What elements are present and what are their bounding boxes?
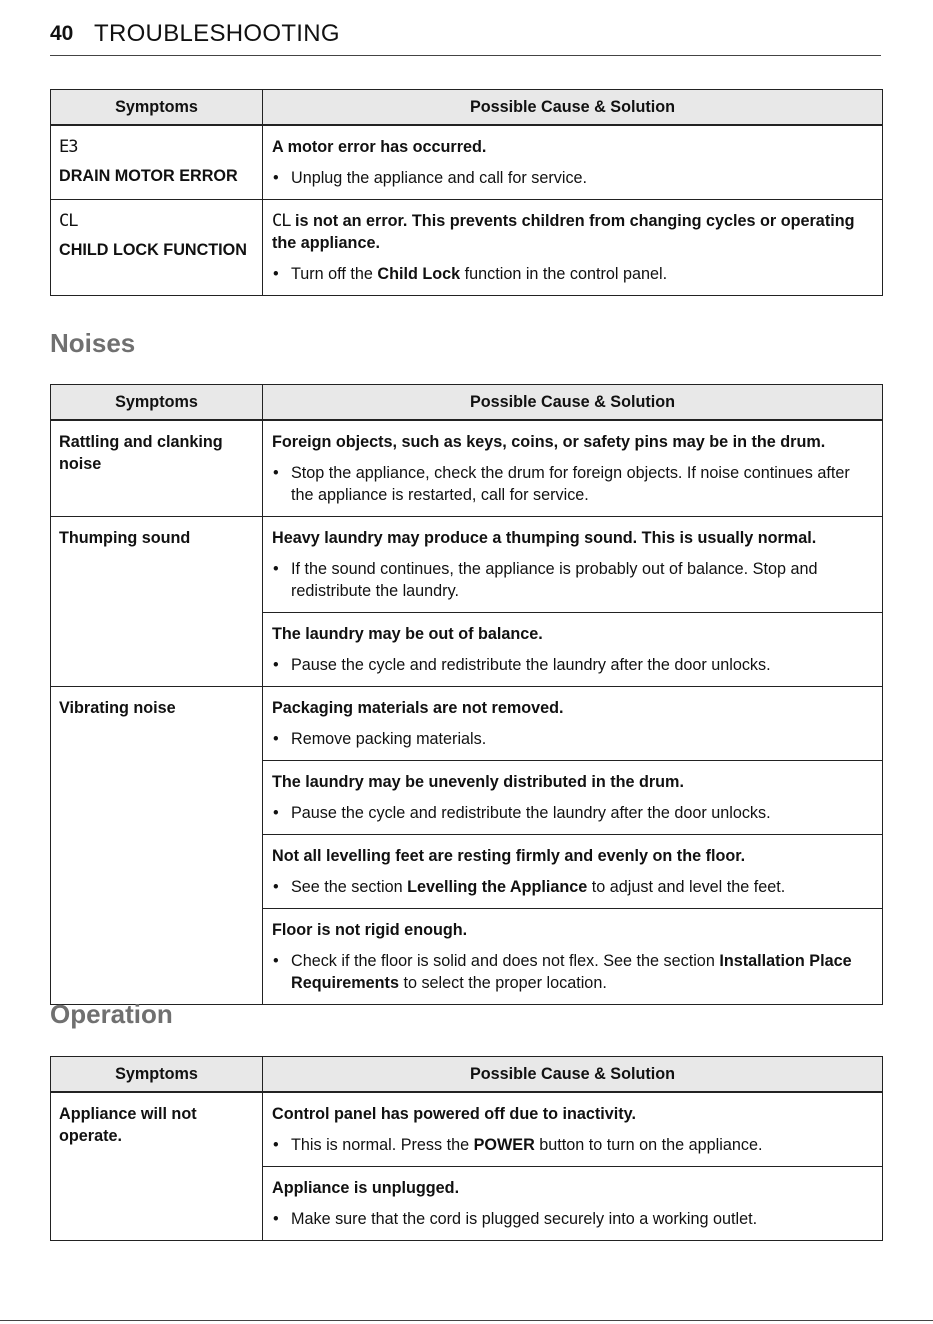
cause-title: Heavy laundry may produce a thumping sound. This is usually normal. — [272, 529, 817, 547]
symptoms-column-header: Symptoms — [51, 90, 263, 126]
table-row — [51, 517, 883, 613]
error-code-cl: CL — [59, 211, 78, 231]
bullet-icon: • — [273, 1210, 279, 1228]
footer-rule — [0, 1320, 933, 1321]
noises-table — [50, 384, 883, 1005]
cause-title: A motor error has occurred. — [272, 138, 487, 156]
bullet-icon: • — [273, 804, 279, 822]
bullet-icon: • — [273, 1136, 279, 1154]
solution-item — [272, 167, 874, 189]
symptom-cell: Appliance will not operate. — [51, 1092, 263, 1241]
solution-text: Turn off the — [291, 265, 378, 283]
cause-title: Foreign objects, such as keys, coins, or safety pins may be in the drum. — [272, 433, 826, 451]
solution-item — [272, 462, 874, 506]
solution-item — [272, 263, 874, 285]
bullet-icon: • — [273, 464, 279, 482]
symptoms-column-header: Symptoms — [51, 385, 263, 421]
symptom-cell: Vibrating noise — [51, 687, 263, 1005]
table-header-row — [51, 90, 883, 126]
cause-title: Floor is not rigid enough. — [272, 921, 468, 939]
cause-cell — [263, 1092, 883, 1167]
cause-code: CL — [272, 211, 291, 231]
cause-cell — [263, 613, 883, 687]
symptom-cell: Rattling and clanking noise — [51, 420, 263, 517]
symptom-cell — [51, 125, 263, 200]
bullet-icon: • — [273, 878, 279, 896]
bullet-icon: • — [273, 730, 279, 748]
solution-text: Pause the cycle and redistribute the laundry after the door unlocks. — [291, 804, 771, 822]
error-code-e3: E3 — [59, 137, 78, 157]
cause-cell — [263, 1167, 883, 1241]
bullet-icon: • — [273, 656, 279, 674]
noises-heading: Noises — [50, 328, 136, 358]
solution-text: Make sure that the cord is plugged securely into a working outlet. — [291, 1210, 758, 1228]
cause-cell — [263, 200, 883, 296]
solution-bold-text: POWER — [473, 1136, 535, 1154]
symptoms-column-header: Symptoms — [51, 1057, 263, 1093]
cause-cell — [263, 420, 883, 517]
solution-item — [272, 728, 874, 750]
solution-text: to adjust and level the feet. — [587, 878, 786, 896]
solution-text: If the sound continues, the appliance is probably out of balance. Stop and redistribute the laundry. — [291, 560, 818, 600]
solution-text: button to turn on the appliance. — [534, 1136, 763, 1154]
cause-cell — [263, 835, 883, 909]
solution-text: Remove packing materials. — [291, 730, 487, 748]
error-codes-table — [50, 89, 883, 296]
solution-bold-text: Child Lock — [377, 265, 461, 283]
solution-item — [272, 802, 874, 824]
solution-text: This is normal. Press the — [291, 1136, 474, 1154]
cause-column-header: Possible Cause & Solution — [263, 90, 883, 126]
page-header — [50, 18, 881, 56]
solution-text: to select the proper location. — [398, 974, 607, 992]
bullet-icon: • — [273, 952, 279, 970]
bullet-icon: • — [273, 169, 279, 187]
bullet-icon: • — [273, 265, 279, 283]
table-row — [51, 420, 883, 517]
cause-title — [272, 210, 874, 254]
solution-item — [272, 950, 874, 994]
solution-item — [272, 1134, 874, 1156]
solution-text: Unplug the appliance and call for service. — [291, 169, 588, 187]
solution-text: Check if the floor is solid and does not flex. See the section — [291, 952, 720, 970]
solution-item — [272, 654, 874, 676]
solution-item — [272, 558, 874, 602]
cause-title-text: is not an error. This prevents children from changing cycles or operating the appliance. — [272, 212, 855, 252]
cause-cell — [263, 909, 883, 1005]
cause-cell — [263, 517, 883, 613]
table-row — [51, 1092, 883, 1167]
cause-title: The laundry may be unevenly distributed in the drum. — [272, 773, 684, 791]
solution-item — [272, 876, 874, 898]
table-row — [51, 125, 883, 200]
operation-heading: Operation — [50, 999, 173, 1029]
cause-cell — [263, 761, 883, 835]
page-number: 40 — [50, 22, 74, 45]
solution-item — [272, 1208, 874, 1230]
cause-cell — [263, 687, 883, 761]
symptom-label: CHILD LOCK FUNCTION — [59, 241, 247, 259]
cause-title: Appliance is unplugged. — [272, 1179, 460, 1197]
page-title: TROUBLESHOOTING — [94, 20, 340, 47]
cause-title: Control panel has powered off due to inactivity. — [272, 1105, 636, 1123]
table-header-row — [51, 1057, 883, 1093]
cause-column-header: Possible Cause & Solution — [263, 1057, 883, 1093]
symptom-cell: Thumping sound — [51, 517, 263, 687]
solution-text: See the section — [291, 878, 408, 896]
cause-title: Not all levelling feet are resting firmly and evenly on the floor. — [272, 847, 746, 865]
solution-text: Stop the appliance, check the drum for foreign objects. If noise continues after the appliance is restarted, call for service. — [291, 464, 850, 504]
solution-text: Pause the cycle and redistribute the laundry after the door unlocks. — [291, 656, 771, 674]
solution-text: function in the control panel. — [460, 265, 668, 283]
bullet-icon: • — [273, 560, 279, 578]
solution-bold-text: Levelling the Appliance — [407, 878, 588, 896]
solution-bold-text: Installation Place Requirements — [291, 952, 852, 992]
symptom-label: DRAIN MOTOR ERROR — [59, 167, 238, 185]
table-header-row — [51, 385, 883, 421]
table-row — [51, 687, 883, 761]
cause-title: Packaging materials are not removed. — [272, 699, 564, 717]
cause-title: The laundry may be out of balance. — [272, 625, 543, 643]
symptom-cell — [51, 200, 263, 296]
cause-column-header: Possible Cause & Solution — [263, 385, 883, 421]
cause-cell — [263, 125, 883, 200]
table-row — [51, 200, 883, 296]
operation-table — [50, 1056, 883, 1241]
